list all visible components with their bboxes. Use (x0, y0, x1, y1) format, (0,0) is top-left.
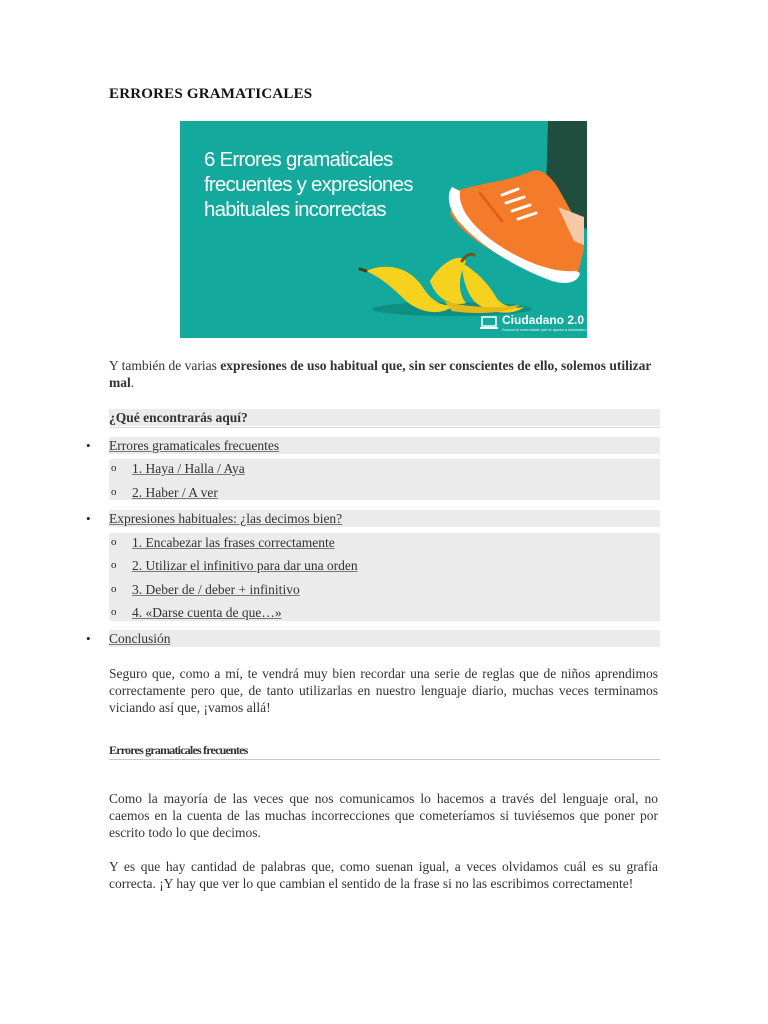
body-paragraph: Seguro que, como a mí, te vendrá muy bien recordar una serie de reglas que de niños aprendimos correctamente pero que, de tanto utilizarlas en nuestro lenguaje diario, muchas veces terminamos viciando así que, ¡vamos allá! (109, 666, 658, 715)
banner-headline-line: habituales incorrectas (204, 198, 386, 221)
toc-link-encabezar[interactable]: 1. Encabezar las frases correctamente (132, 535, 335, 550)
sub-bullet-icon: o (111, 606, 117, 618)
toc-link-label: Errores gramaticales frecuentes (109, 438, 280, 453)
banner-image (180, 121, 587, 338)
bullet-icon: • (86, 438, 91, 453)
toc-link-expresiones[interactable] (109, 510, 660, 527)
toc-link-infinitivo[interactable]: 2. Utilizar el infinitivo para dar una orden (132, 558, 358, 573)
toc-link-deber[interactable]: 3. Deber de / deber + infinitivo (132, 582, 300, 597)
brand-logo (480, 314, 587, 332)
toc-link-darse-cuenta[interactable]: 4. «Darse cuenta de que…» (132, 605, 282, 620)
banner-headline-line: 6 Errores gramaticales (204, 148, 393, 171)
section-divider (109, 759, 660, 760)
intro-text: Y también de varias (109, 358, 221, 373)
toc-link-errores[interactable] (109, 437, 660, 454)
section-heading: Errores gramaticales frecuentes (109, 743, 248, 757)
brand-name: Ciudadano 2.0 (502, 313, 585, 327)
banner-headline (204, 147, 454, 222)
intro-paragraph (109, 357, 660, 391)
toc-link-label: Expresiones habituales: ¿las decimos bien? (109, 511, 343, 526)
intro-emphasis: expresiones de uso habitual que, sin ser conscientes de ello, solemos utilizar mal (109, 358, 652, 390)
banner-headline-line: frecuentes y expresiones (204, 173, 413, 196)
sub-bullet-icon: o (111, 462, 117, 474)
toc-heading: ¿Qué encontrarás aquí? (109, 409, 660, 426)
laptop-icon (480, 316, 498, 330)
toc-link-haber[interactable]: 2. Haber / A ver (132, 485, 218, 500)
body-paragraph: Como la mayoría de las veces que nos comunicamos lo hacemos a través del lenguaje oral, no caemos en la cuenta de las muchas incorrecciones que cometeríamos si tuviésemos que poner por escrito todo lo que decimos. (109, 791, 658, 840)
page-title: ERRORES GRAMATICALES (109, 86, 313, 102)
sub-bullet-icon: o (111, 486, 117, 498)
toc-link-label: Conclusión (109, 631, 171, 646)
body-paragraph: Y es que hay cantidad de palabras que, como suenan igual, a veces olvidamos cuál es su grafía correcta. ¡Y hay que ver lo que cambian el sentido de la frase si no las escribimos correctamente! (109, 859, 658, 891)
intro-text: . (130, 375, 135, 390)
bullet-icon: • (86, 511, 91, 526)
sub-bullet-icon: o (111, 559, 117, 571)
toc-divider (109, 427, 660, 428)
toc-link-conclusion[interactable] (109, 630, 660, 647)
sub-bullet-icon: o (111, 583, 117, 595)
bullet-icon: • (86, 631, 91, 646)
brand-tagline: Somos la comunidad que te ayuda a ciudadano (502, 327, 587, 332)
sub-bullet-icon: o (111, 536, 117, 548)
toc-link-haya[interactable]: 1. Haya / Halla / Aya (132, 461, 245, 476)
